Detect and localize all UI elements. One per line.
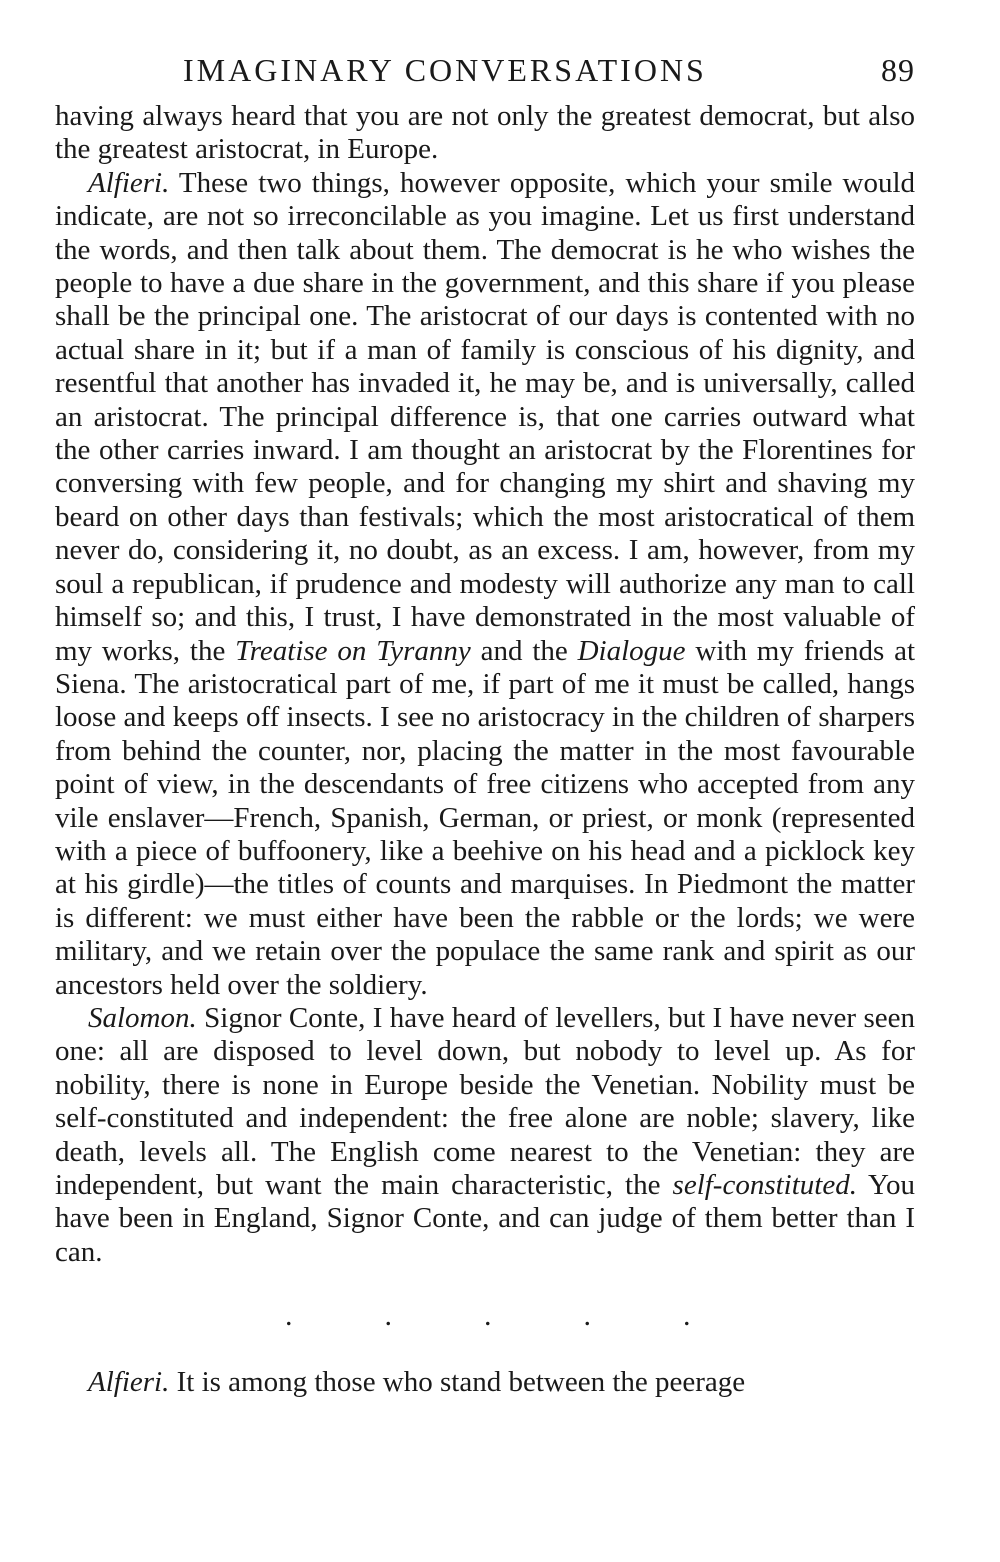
body-text <box>55 100 915 1400</box>
italic-title: Treatise on Tyranny <box>235 634 471 667</box>
section-separator <box>55 1269 915 1336</box>
speaker-name: Salomon. <box>88 1001 197 1034</box>
running-title: IMAGINARY CONVERSATIONS <box>183 52 707 88</box>
paragraph <box>55 1366 915 1399</box>
book-page <box>55 50 915 1400</box>
paragraph <box>55 1002 915 1269</box>
text-segment: You have been in England, Signor Conte, and can judge of them better than I can. <box>55 1169 915 1268</box>
text-segment: with my friends at Siena. The aristocratical part of me, if part of me it must be called, hangs loose and keeps off insects. I see no aristocracy in the children of sharpers from behind the counter, nor, placing the matter in the most favourable point of view, in the descendants of free citizens who accepted from any vile enslaver—French, Spanish, German, or priest, or monk (represented with a piece of buffoonery, like a beehive on his head and a picklock key at his girdle)—the titles of counts and marquises. In Piedmont the matter is different: we must either have been the rabble or the lords; we were military, and we retain over the populace the same rank and spirit as our ancestors held over the soldiery. <box>55 634 916 1001</box>
text-segment: having always heard that you are not only the greatest democrat, but also the greatest aristocrat, in Europe. <box>55 100 915 166</box>
separator-dot: . <box>683 1299 691 1333</box>
paragraph <box>55 100 915 167</box>
separator-dot: . <box>384 1299 392 1333</box>
page-number: 89 <box>881 52 915 88</box>
text-segment: It is among those who stand between the peerage <box>169 1366 746 1399</box>
italic-term: self-constituted. <box>672 1169 857 1201</box>
italic-title: Dialogue <box>577 634 686 667</box>
separator-dot: . <box>583 1299 591 1333</box>
text-segment: These two things, however opposite, which your smile would indicate, are not so irreconcilable as you imagine. Let us first understand the words, and then talk about them. The democrat is he who wishes the people to have a due share in the government, and this share if you please shall be the principal one. The aristocrat of our days is contented with no actual share in it; but if a man of family is conscious of his dignity, and resentful that another has invaded it, he may be, and is universally, called an aristocrat. The principal difference is, that one carries outward what the other carries inward. I am thought an aristocrat by the Florentines for conversing with few people, and for changing my shirt and shaving my beard on other days than festivals; which the most aristocratical of them never do, considering it, no doubt, as an excess. I am, however, from my soul a republican, if prudence and modesty will authorize any man to call himself so; and this, I trust, I have demonstrated in the most valuable of my works, the <box>55 166 915 667</box>
separator-dot: . <box>285 1299 293 1333</box>
speaker-name: Alfieri. <box>88 1366 170 1399</box>
separator-dot: . <box>484 1299 492 1333</box>
running-head <box>55 50 915 100</box>
text-segment: and the <box>470 634 578 667</box>
text-segment: Signor Conte, I have heard of levellers, but I have never seen one: all are disposed to level down, but nobody to level up. As for nobility, there is none in Europe beside the Venetian. Nobility must be self-constituted and independent: the free alone are noble; slavery, like death, levels all. The English come nearest to the Venetian: they are independent, but want the main characteristic, the <box>55 1001 915 1201</box>
speaker-name: Alfieri. <box>88 166 170 199</box>
paragraph <box>55 167 915 1002</box>
